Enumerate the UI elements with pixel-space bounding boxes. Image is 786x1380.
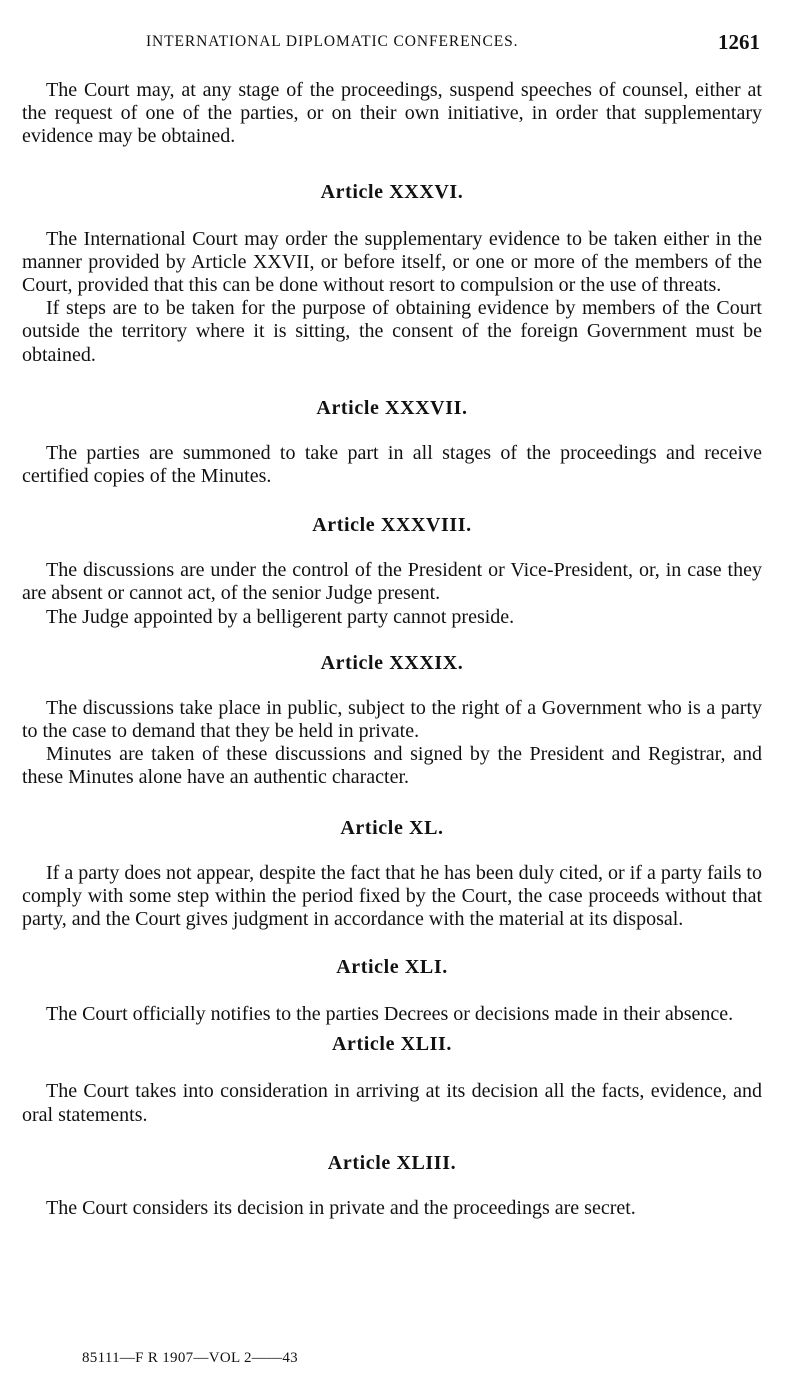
running-title: INTERNATIONAL DIPLOMATIC CONFERENCES. xyxy=(146,33,519,50)
article-heading: Article XXXIX. xyxy=(320,651,464,674)
paragraph: The Court takes into consideration in arriving at its decision all the facts, evidence, and oral statements. xyxy=(22,1080,762,1126)
printer-signature: 85111—F R 1907—VOL 2——43 xyxy=(82,1350,298,1366)
paragraph: The Court considers its decision in private and the proceedings are secret. xyxy=(46,1196,636,1219)
paragraph: The parties are summoned to take part in all stages of the proceedings and receive certified copies of the Minutes. xyxy=(22,441,762,488)
article-heading: Article XL. xyxy=(340,816,444,839)
article-heading: Article XXXVIII. xyxy=(312,514,472,537)
paragraph: The Court officially notifies to the parties Decrees or decisions made in their absence. xyxy=(46,1003,734,1026)
running-head xyxy=(22,30,762,56)
document-page xyxy=(22,0,762,1380)
paragraph: The discussions are under the control of the President or Vice-President, or, in case they are absent or cannot act, of the senior Judge present. xyxy=(22,559,762,605)
body-text xyxy=(22,79,762,1220)
article-heading: Article XXXVI. xyxy=(320,180,464,203)
article-heading: Article XXXVII. xyxy=(316,396,468,419)
paragraph: The Judge appointed by a belligerent party cannot preside. xyxy=(46,605,515,628)
paragraph: If a party does not appear, despite the fact that he has been duly cited, or if a party fails to comply with some step within the period fixed by the Court, the case proceeds without that party, and the Court gives judgment in accordance with the material at its disposal. xyxy=(22,861,762,931)
paragraph: Minutes are taken of these discussions and signed by the President and Registrar, and these Minutes alone have an authentic character. xyxy=(22,743,762,789)
paragraph: The Court may, at any stage of the proceedings, suspend speeches of counsel, either at the request of one of the parties, or on their own initiative, in order that supplementary evidence may be obtained. xyxy=(22,79,762,148)
article-heading: Article XLI. xyxy=(336,956,448,979)
article-heading: Article XLIII. xyxy=(327,1151,457,1174)
paragraph: If steps are to be taken for the purpose of obtaining evidence by members of the Court outside the territory where it is sitting, the consent of the foreign Government must be obtained. xyxy=(22,297,762,366)
article-heading: Article XLII. xyxy=(332,1033,452,1056)
paragraph: The International Court may order the supplementary evidence to be taken either in the manner provided by Article XXVII, or before itself, or one or more of the members of the Court, provided that this can be done without resort to compulsion or the use of threats. xyxy=(22,227,762,297)
page-number: 1261 xyxy=(718,30,760,54)
paragraph: The discussions take place in public, subject to the right of a Government who is a party to the case to demand that they be held in private. xyxy=(22,696,762,743)
